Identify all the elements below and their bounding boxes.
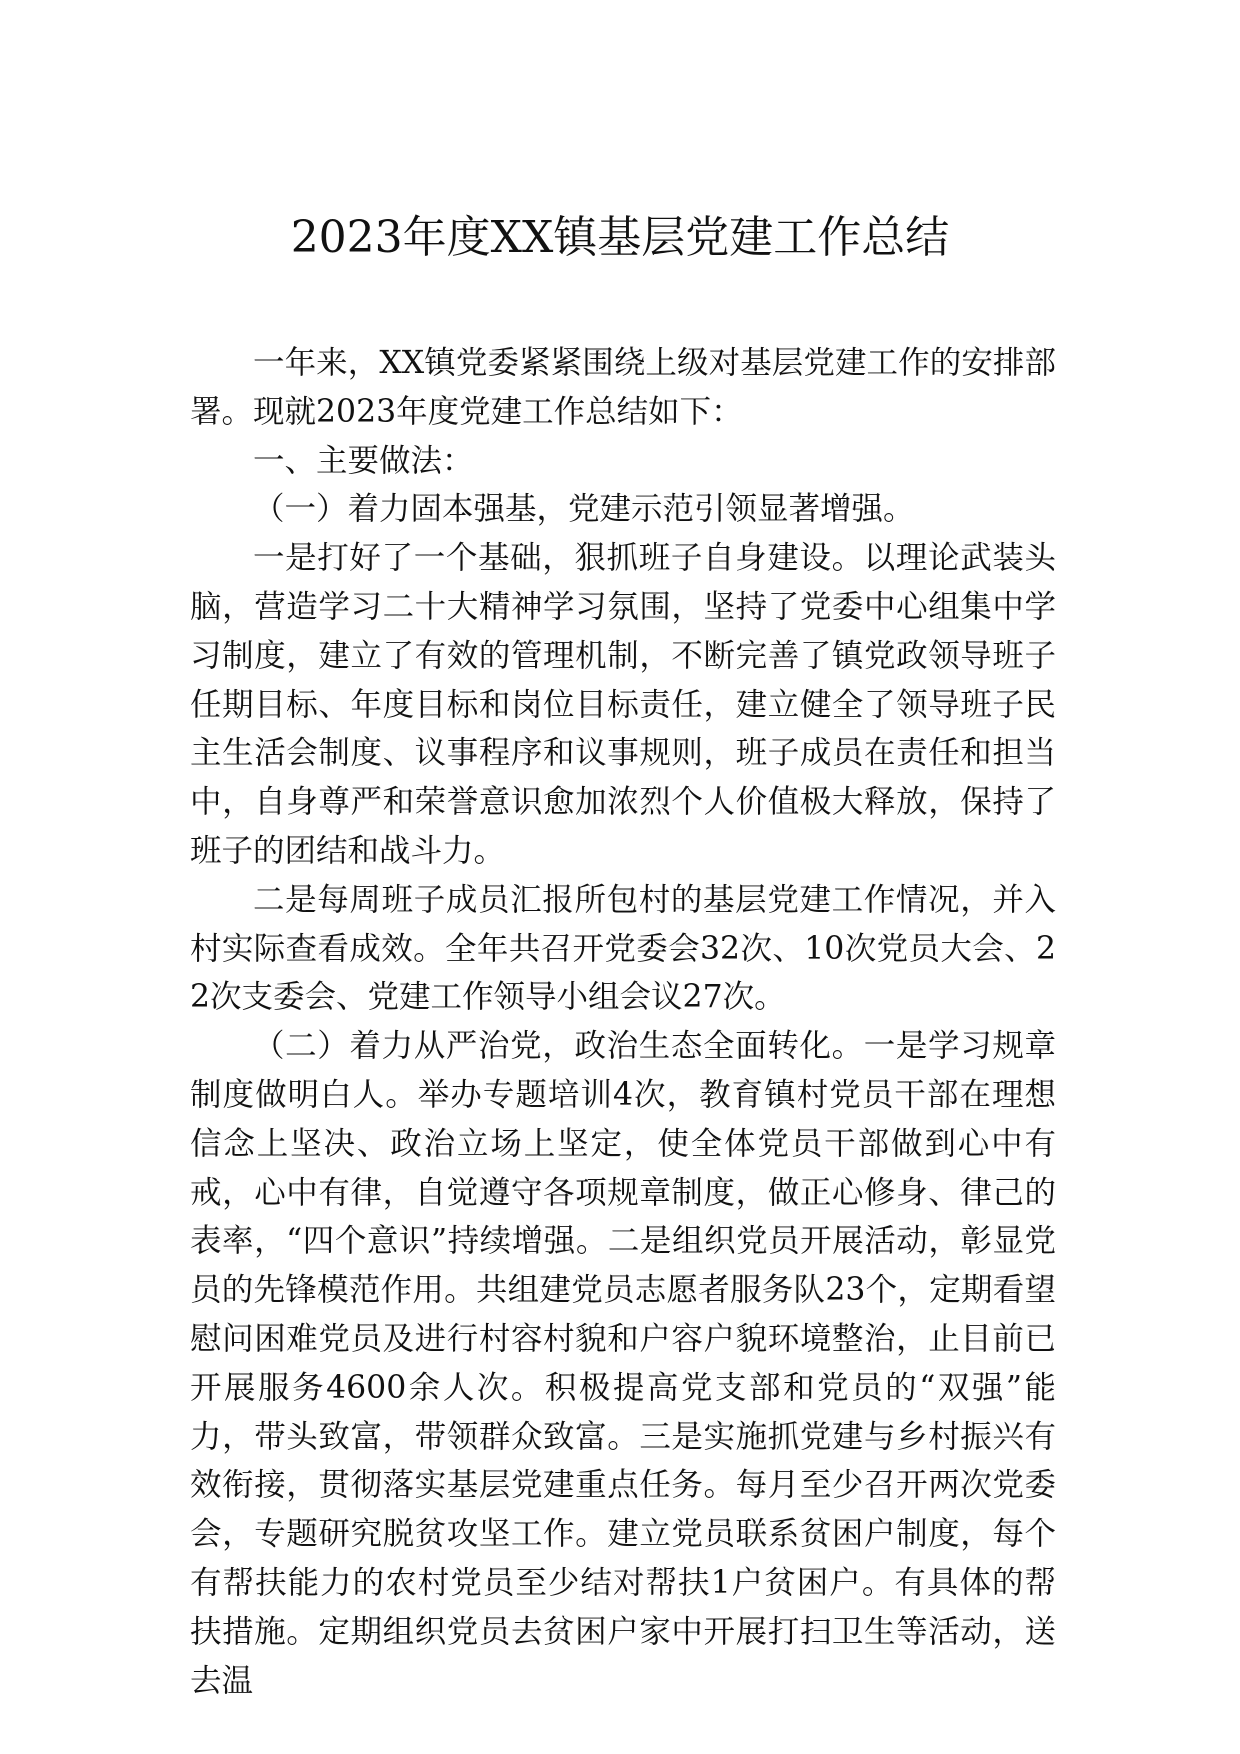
subsection-heading-1: （一）着力固本强基，党建示范引领显著增强。	[253, 491, 915, 528]
document-title: 2023年度XX镇基层党建工作总结	[290, 212, 950, 263]
paragraph-weekly-report: 二是每周班子成员汇报所包村的基层党建工作情况，并入村实际查看成效。全年共召开党委会32次、10次党员大会、22次支委会、党建工作领导小组会议27次。	[190, 881, 1056, 1016]
paragraph-strict-governance: （二）着力从严治党，政治生态全面转化。一是学习规章制度做明白人。举办专题培训4次，教育镇村党员干部在理想信念上坚决、政治立场上坚定，使全体党员干部做到心中有戒，心中有律，自觉遵守各项规章制度，做正心修身、律己的表率，“四个意识”持续增强。二是组织党员开展活动，彰显党员的先锋模范作用。共组建党员志愿者服务队23个，定期看望慰问困难党员及进行村容村貌和户容户貌环境整治，止目前已开展服务4600余人次。积极提高党支部和党员的“双强”能力，带头致富，带领群众致富。三是实施抓党建与乡村振兴有效衔接，贯彻落实基层党建重点任务。每月至少召开两次党委会，专题研究脱贫攻坚工作。建立党员联系贫困户制度，每个有帮扶能力的农村党员至少结对帮扶1户贫困户。有具体的帮扶措施。定期组织党员去贫困户家中开展打扫卫生等活动，送去温	[190, 1028, 1056, 1699]
section-heading-main-practices: 一、主要做法：	[253, 442, 474, 479]
paragraph-team-building: 一是打好了一个基础，狠抓班子自身建设。以理论武装头脑，营造学习二十大精神学习氛围，坚持了党委中心组集中学习制度，建立了有效的管理机制，不断完善了镇党政领导班子任期目标、年度目标和岗位目标责任，建立健全了领导班子民主生活会制度、议事程序和议事规则，班子成员在责任和担当中，自身尊严和荣誉意识愈加浓烈个人价值极大释放，保持了班子的团结和战斗力。	[190, 540, 1056, 869]
document-body	[190, 339, 1056, 1705]
intro-paragraph: 一年来，XX镇党委紧紧围绕上级对基层党建工作的安排部署。现就2023年度党建工作总结如下：	[190, 345, 1056, 430]
